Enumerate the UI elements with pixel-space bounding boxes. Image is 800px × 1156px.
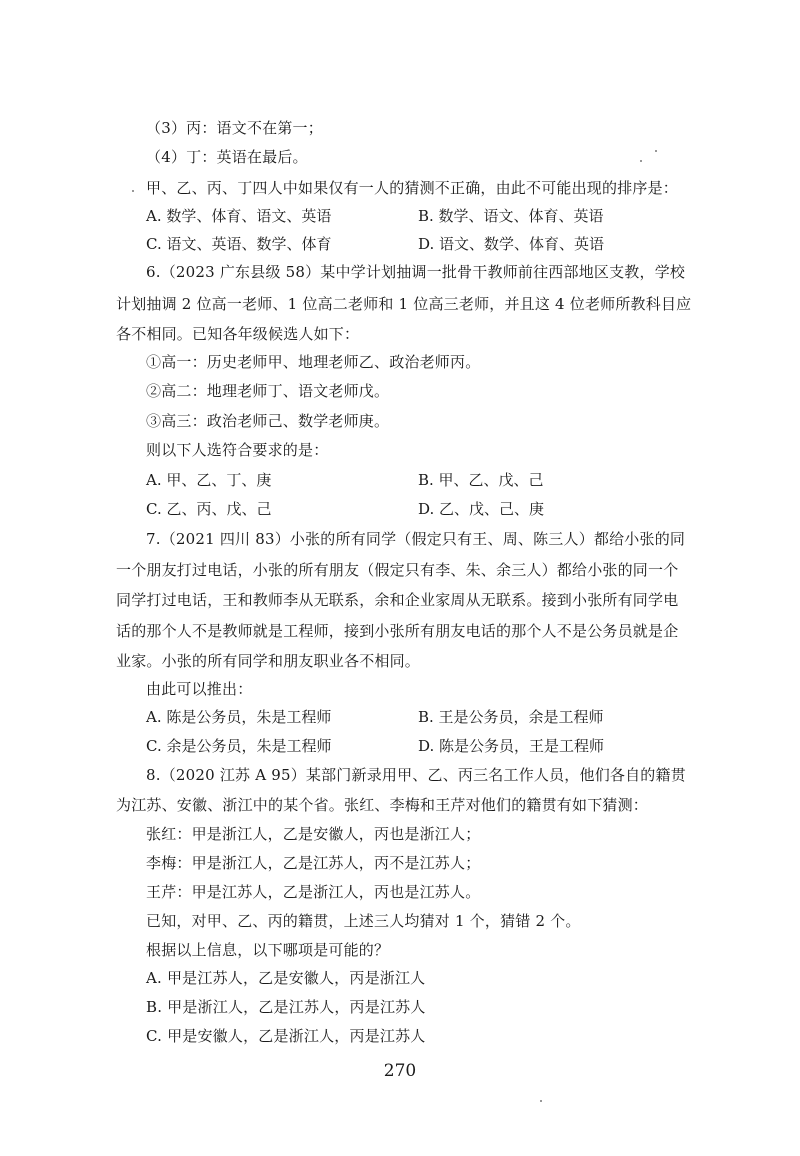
question-6-prompt: 则以下人选符合要求的是： bbox=[146, 441, 329, 459]
question-5-option-c: C. 语文、英语、数学、体育 bbox=[146, 235, 332, 253]
question-8-option-a: A. 甲是江苏人，乙是安徽人，丙是浙江人 bbox=[146, 969, 426, 987]
question-8-option-b: B. 甲是浙江人，乙是江苏人，丙是江苏人 bbox=[146, 998, 426, 1016]
scan-speck bbox=[655, 150, 657, 152]
question-7-option-a: A. 陈是公务员，朱是工程师 bbox=[146, 708, 332, 726]
question-7-line-4: 话的那个人不是教师就是工程师，接到小张所有朋友电话的那个人不是公务员就是企 bbox=[116, 622, 679, 640]
question-7-option-d: D. 陈是公务员，王是工程师 bbox=[418, 737, 605, 755]
question-8-prompt: 根据以上信息，以下哪项是可能的？ bbox=[146, 941, 390, 959]
question-5-option-a: A. 数学、体育、语文、英语 bbox=[146, 207, 332, 225]
question-6-grade-2: ②高二：地理老师丁、语文老师戊。 bbox=[146, 382, 390, 400]
scan-speck bbox=[640, 160, 642, 162]
question-7-line-2: 一个朋友打过电话，小张的所有朋友（假定只有李、朱、余三人）都给小张的同一个 bbox=[116, 561, 679, 579]
page-number: 270 bbox=[383, 1061, 417, 1081]
question-6-grade-1: ①高一：历史老师甲、地理老师乙、政治老师丙。 bbox=[146, 353, 481, 371]
question-7-prompt: 由此可以推出： bbox=[146, 680, 253, 698]
question-6-option-b: B. 甲、乙、戊、己 bbox=[418, 471, 544, 489]
question-7-options-row-2 bbox=[146, 736, 666, 756]
question-8-guess-wangqin: 王芹：甲是江苏人，乙是浙江人，丙也是江苏人。 bbox=[146, 883, 481, 901]
question-6-option-a: A. 甲、乙、丁、庚 bbox=[146, 471, 272, 489]
question-8-known: 已知，对甲、乙、丙的籍贯，上述三人均猜对 1 个，猜错 2 个。 bbox=[146, 912, 581, 930]
question-8-guess-limei: 李梅：甲是浙江人，乙是江苏人，丙不是江苏人； bbox=[146, 854, 481, 872]
question-7-option-b: B. 王是公务员，余是工程师 bbox=[418, 708, 604, 726]
question-5-options-row-1 bbox=[146, 206, 666, 226]
question-8-guess-zhanghong: 张红：甲是浙江人，乙是安徽人，丙也是浙江人； bbox=[146, 825, 481, 843]
question-8-line-1: 8.（2020 江苏 A 95）某部门新录用甲、乙、丙三名工作人员，他们各自的籍贯 bbox=[146, 766, 686, 784]
question-6-line-2: 计划抽调 2 位高一老师、1 位高二老师和 1 位高三老师，并且这 4 位老师所教科目应 bbox=[116, 295, 692, 313]
question-7-line-3: 同学打过电话，王和教师李从无联系，余和企业家周从无联系。接到小张所有同学电 bbox=[116, 591, 679, 609]
question-6-option-d: D. 乙、戊、己、庚 bbox=[418, 500, 545, 518]
condition-4: （4）丁：英语在最后。 bbox=[146, 148, 308, 166]
question-6-option-c: C. 乙、丙、戊、己 bbox=[146, 500, 272, 518]
scan-speck bbox=[540, 1100, 542, 1102]
question-7-line-5: 业家。小张的所有同学和朋友职业各不相同。 bbox=[116, 652, 421, 670]
question-7-option-c: C. 余是公务员，朱是工程师 bbox=[146, 737, 332, 755]
question-8-line-2: 为江苏、安徽、浙江中的某个省。张红、李梅和王芹对他们的籍贯有如下猜测： bbox=[116, 796, 649, 814]
question-6-options-row-2 bbox=[146, 499, 666, 519]
question-5-stem: 甲、乙、丙、丁四人中如果仅有一人的猜测不正确，由此不可能出现的排序是： bbox=[146, 179, 679, 197]
question-6-options-row-1 bbox=[146, 470, 666, 490]
scan-speck bbox=[132, 190, 134, 192]
question-8-option-c: C. 甲是安徽人，乙是浙江人，丙是江苏人 bbox=[146, 1027, 426, 1045]
question-6-line-1: 6.（2023 广东县级 58）某中学计划抽调一批骨干教师前往西部地区支教，学校 bbox=[146, 263, 686, 281]
question-6-grade-3: ③高三：政治老师己、数学老师庚。 bbox=[146, 412, 390, 430]
question-6-line-3: 各不相同。已知各年级候选人如下： bbox=[116, 325, 360, 343]
question-7-options-row-1 bbox=[146, 707, 666, 727]
question-5-option-b: B. 数学、语文、体育、英语 bbox=[418, 207, 604, 225]
condition-3: （3）丙：语文不在第一； bbox=[146, 119, 323, 137]
question-7-line-1: 7.（2021 四川 83）小张的所有同学（假定只有王、周、陈三人）都给小张的同 bbox=[146, 530, 686, 548]
question-5-option-d: D. 语文、数学、体育、英语 bbox=[418, 235, 605, 253]
question-5-options-row-2 bbox=[146, 234, 666, 254]
